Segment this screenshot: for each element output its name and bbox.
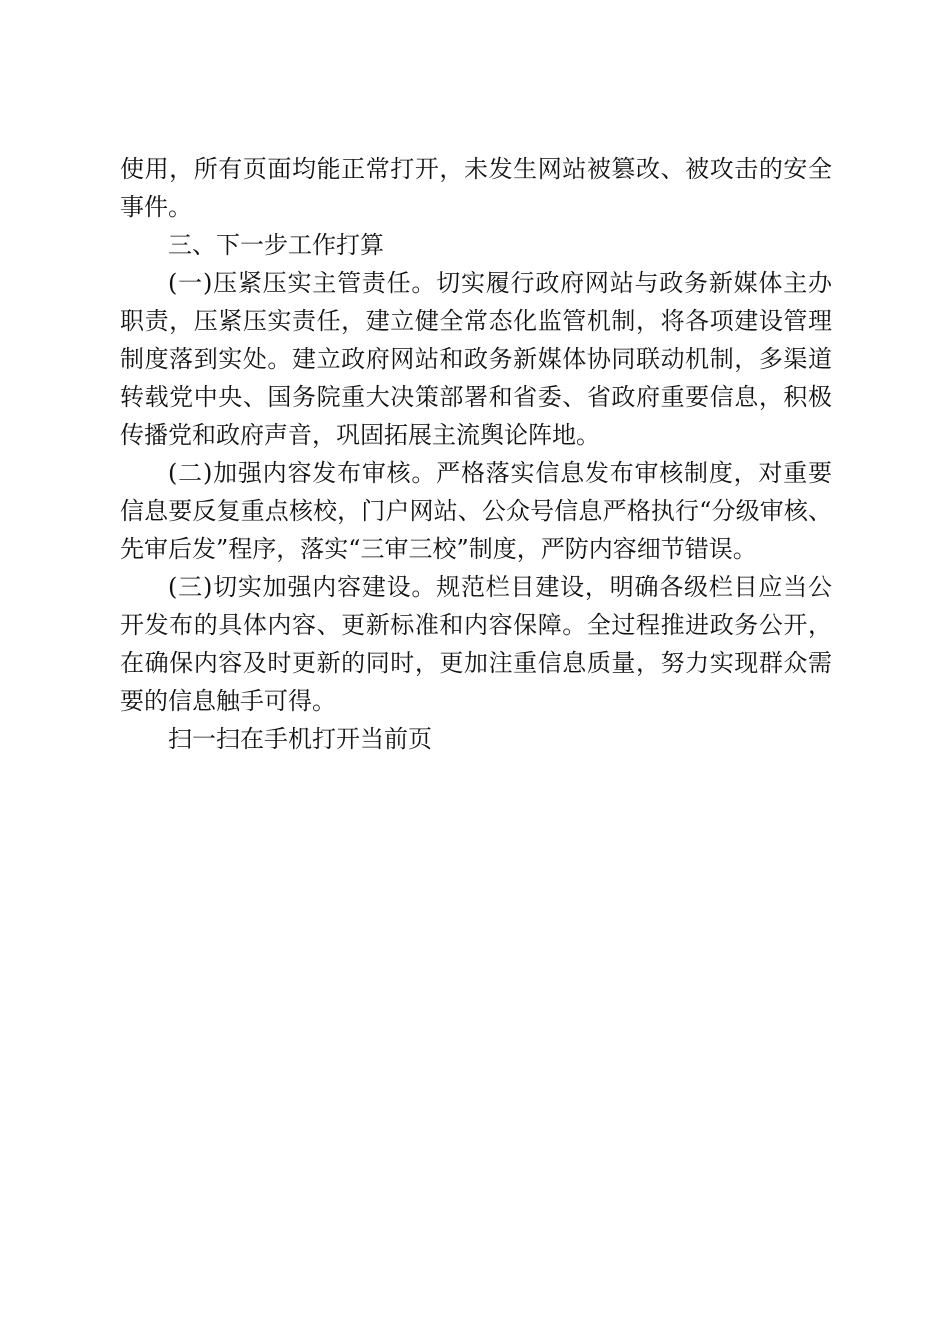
scan-qr-prompt: 扫一扫在手机打开当前页	[168, 725, 432, 753]
paragraph-item-2: (二)加强内容发布审核。严格落实信息发布审核制度，对重要信息要反复重点核校，门户网站、公众号信息严格执行“分级审核、先审后发”程序，落实“三审三校”制度，严防内容细节错误。	[120, 459, 832, 563]
paragraph-item-1: (一)压紧压实主管责任。切实履行政府网站与政务新媒体主办职责，压紧压实责任，建立健全常态化监管机制，将各项建设管理制度落到实处。建立政府网站和政务新媒体协同联动机制，多渠道转载党中央、国务院重大决策部署和省委、省政府重要信息，积极传播党和政府声音，巩固拓展主流舆论阵地。	[120, 269, 832, 449]
continuation-paragraph: 使用，所有页面均能正常打开，未发生网站被篡改、被攻击的安全事件。	[120, 155, 832, 221]
paragraph-item-3: (三)切实加强内容建设。规范栏目建设，明确各级栏目应当公开发布的具体内容、更新标准和内容保障。全过程推进政务公开，在确保内容及时更新的同时，更加注重信息质量，努力实现群众需要的信息触手可得。	[120, 573, 832, 715]
section-heading: 三、下一步工作打算	[168, 231, 384, 259]
document-body	[120, 150, 832, 758]
